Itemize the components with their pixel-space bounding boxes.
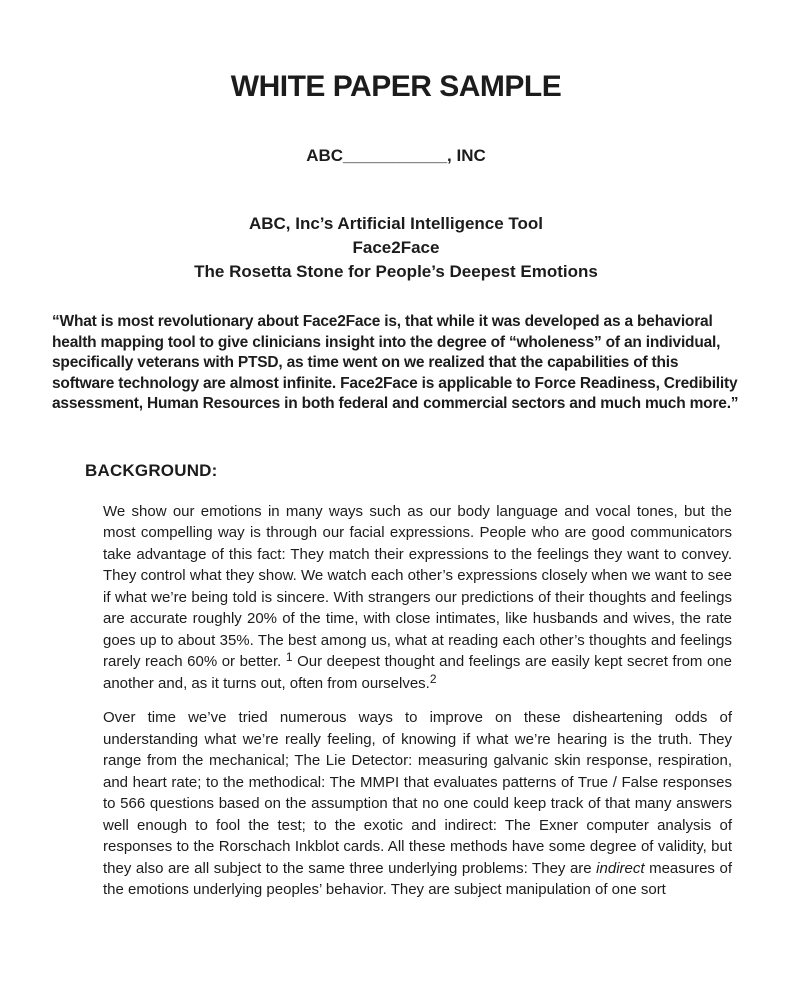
body-paragraph-1: We show our emotions in many ways such as our body language and vocal tones, but the most compelling way is through our facial expressions. People who are good communicators take advantage of this fact: They match their expressions to the feelings they want to convey. They control what they show. We watch each other’s expressions closely when we want to see if what we’re being told is sincere. With strangers our predictions of their thoughts and feelings are accurate roughly 20% of the time, with close intimates, like husbands and wives, the rate goes up to about 35%. The best among us, what at reading each other’s thoughts and feelings rarely reach 60% or better. $^1$ Our deepest thought and feelings are easily kept secret from one another and, as it turns out, often from ourselves.$^2$ — [103, 502, 732, 692]
document-subtitle — [52, 212, 740, 284]
background-heading: BACKGROUND: — [85, 460, 218, 480]
company-name-line: ABC___________, INC — [306, 146, 486, 165]
subtitle-line-tool: ABC, Inc’s Artificial Intelligence Tool — [248, 214, 544, 233]
subtitle-line-product: Face2Face — [352, 238, 440, 257]
page-title: WHITE PAPER SAMPLE — [230, 70, 562, 103]
subtitle-line-tagline: The Rosetta Stone for People’s Deepest Emotions — [194, 262, 598, 281]
body-paragraph-2: Over time we’ve tried numerous ways to improve on these disheartening odds of understanding what we’re really feeling, of knowing if what we’re hearing is the truth. They range from the mechanical; The Lie Detector: measuring galvanic skin response, respiration, and heart rate; to the methodical: The MMPI that evaluates patterns of True / False responses to 566 questions based on the assumption that no one could keep track of that many answers well enough to fool the test; to the exotic and indirect: The Exner computer analysis of responses to the Rorschach Inkblot cards. All these methods have some degree of validity, but they also are all subject to the same three underlying problems: They are indirect measures of the emotions underlying peoples’ behavior. They are subject manipulation of one sort — [103, 709, 732, 898]
pull-quote: “What is most revolutionary about Face2Face is, that while it was developed as a behavioral health mapping tool to give clinicians insight into the degree of “wholeness” of an individual, specifically veterans with PTSD, as time went on we realized that the capabilities of this software technology are almost infinite. Face2Face is applicable to Force Readiness, Credibility assessment, Human Resources in both federal and commercial sectors and much much more.” — [52, 313, 739, 412]
